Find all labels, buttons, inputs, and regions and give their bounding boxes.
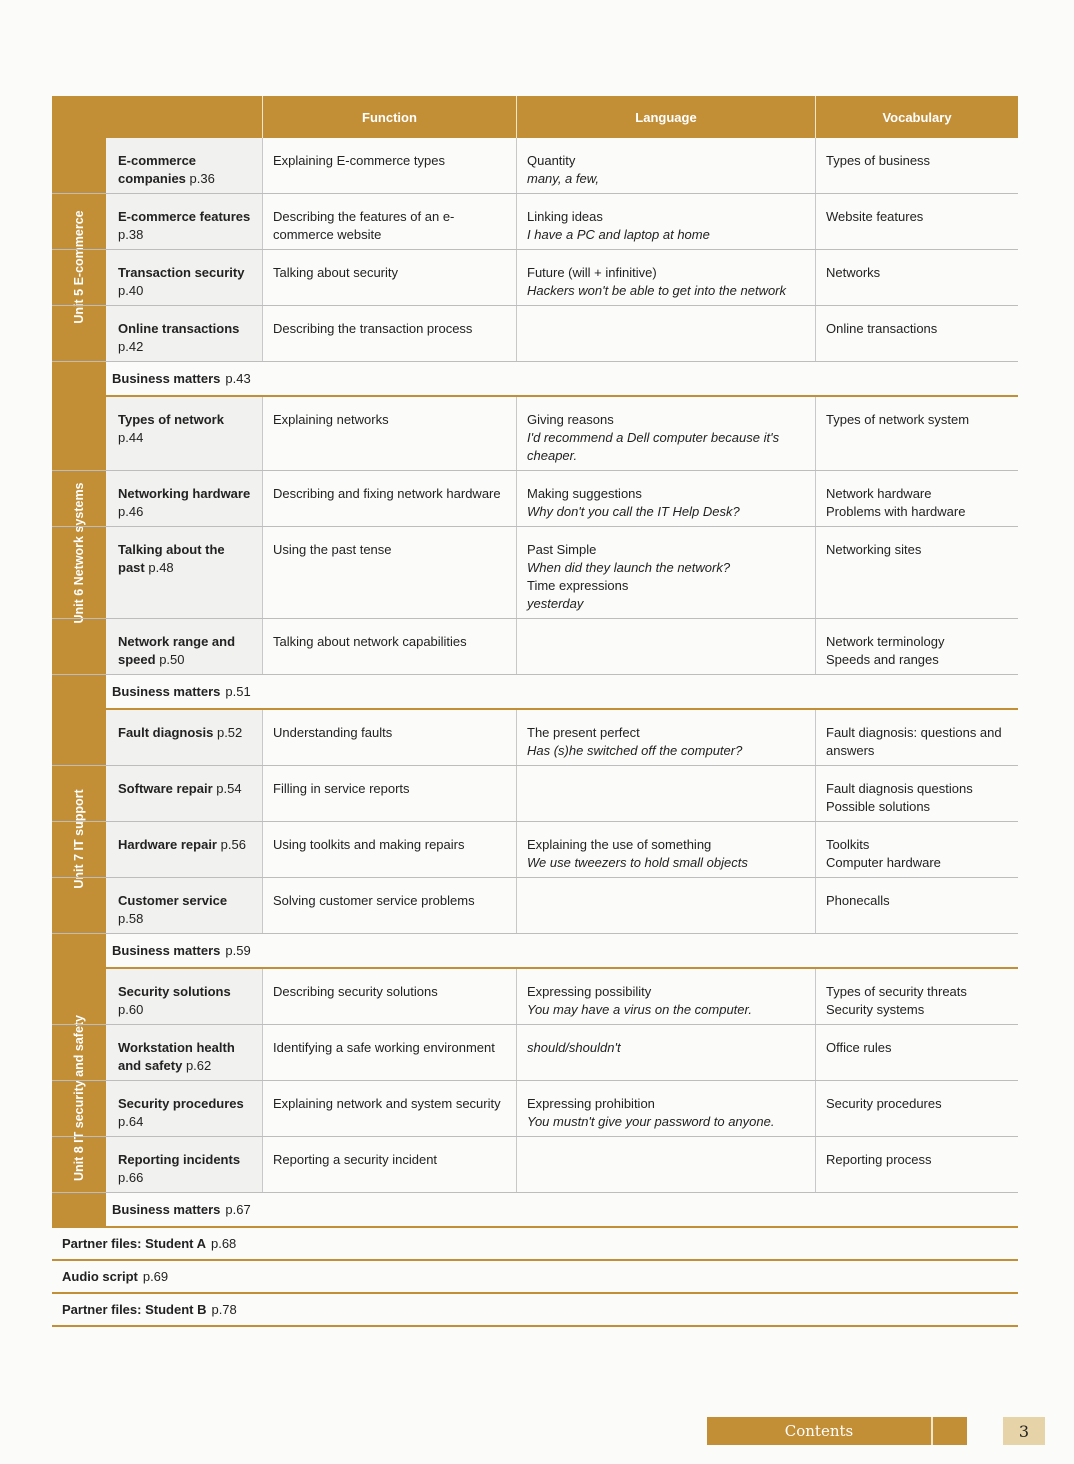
language-cell <box>516 710 815 765</box>
vocabulary-cell: Office rules <box>815 1025 1018 1080</box>
lesson-cell <box>106 397 262 470</box>
language-point: Future (will + infinitive) <box>527 265 657 280</box>
appendix-page: p.69 <box>142 1269 169 1284</box>
function-cell: Talking about network capabilities <box>262 619 516 674</box>
business-matters-page: p.51 <box>225 684 251 699</box>
lesson-cell <box>106 1137 262 1192</box>
language-cell <box>516 619 815 674</box>
language-example: We use tweezers to hold small objects <box>527 855 748 870</box>
lesson-cell <box>106 766 262 821</box>
lesson-title: Transaction security <box>118 265 245 280</box>
language-example: many, a few, <box>527 171 600 186</box>
unit-section <box>52 138 1018 395</box>
lesson-title: Security solutions <box>118 984 231 999</box>
business-matters-row <box>106 934 1018 967</box>
vocabulary-cell: Reporting process <box>815 1137 1018 1192</box>
lesson-title: Security procedures <box>118 1096 244 1111</box>
function-cell: Filling in service reports <box>262 766 516 821</box>
header-vocabulary: Vocabulary <box>815 96 1018 138</box>
lesson-title: Network range and speed <box>118 634 236 667</box>
vocabulary-cell: Website features <box>815 194 1018 249</box>
lesson-title: Fault diagnosis <box>118 725 214 740</box>
units-container <box>52 138 1018 1226</box>
lesson-page: p.56 <box>220 837 246 852</box>
language-cell <box>516 250 815 305</box>
lesson-page: p.66 <box>118 1170 144 1185</box>
business-matters-label: Business matters <box>112 1202 221 1217</box>
appendix-page: p.68 <box>210 1236 237 1251</box>
lesson-cell <box>106 194 262 249</box>
business-matters-label: Business matters <box>112 684 221 699</box>
table-row <box>52 619 1018 675</box>
lesson-cell <box>106 250 262 305</box>
language-example: Hackers won't be able to get into the network <box>527 283 787 298</box>
function-cell: Explaining networks <box>262 397 516 470</box>
vocabulary-cell: Security procedures <box>815 1081 1018 1136</box>
table-row <box>52 250 1018 306</box>
language-point: Past Simple <box>527 542 597 557</box>
lesson-page: p.54 <box>216 781 242 796</box>
lesson-cell <box>106 969 262 1024</box>
page-number: 3 <box>1003 1417 1045 1445</box>
lesson-title: Software repair <box>118 781 213 796</box>
language-point: Linking ideas <box>527 209 603 224</box>
language-point: Making suggestions <box>527 486 642 501</box>
language-cell <box>516 1025 815 1080</box>
header-corner <box>52 96 262 138</box>
appendix-label: Audio script <box>62 1269 138 1284</box>
lesson-title: Hardware repair <box>118 837 217 852</box>
vocabulary-cell: Phonecalls <box>815 878 1018 933</box>
function-cell: Talking about security <box>262 250 516 305</box>
lesson-title: E-commerce features <box>118 209 251 224</box>
table-row <box>52 822 1018 878</box>
lesson-page: p.36 <box>189 171 215 186</box>
table-row <box>52 969 1018 1025</box>
table-row <box>52 138 1018 194</box>
unit-section <box>52 967 1018 1226</box>
lesson-page: p.58 <box>118 911 144 926</box>
language-cell <box>516 194 815 249</box>
contents-table <box>52 96 1018 1327</box>
lesson-page: p.64 <box>118 1114 144 1129</box>
language-cell <box>516 822 815 877</box>
language-cell <box>516 471 815 526</box>
function-cell: Describing security solutions <box>262 969 516 1024</box>
lesson-title: Networking hardware <box>118 486 251 501</box>
language-cell <box>516 527 815 618</box>
lesson-cell <box>106 878 262 933</box>
lesson-page: p.50 <box>159 652 185 667</box>
lesson-cell <box>106 619 262 674</box>
business-matters-page: p.43 <box>225 371 251 386</box>
language-point: The present perfect <box>527 725 640 740</box>
function-cell: Describing and fixing network hardware <box>262 471 516 526</box>
lesson-title: Online transactions <box>118 321 240 336</box>
language-point: Expressing possibility <box>527 984 652 999</box>
language-cell <box>516 766 815 821</box>
business-matters-row <box>106 675 1018 708</box>
lesson-cell <box>106 822 262 877</box>
function-cell: Explaining E-commerce types <box>262 138 516 193</box>
language-cell <box>516 969 815 1024</box>
language-example: I have a PC and laptop at home <box>527 227 710 242</box>
header-function: Function <box>262 96 516 138</box>
language-example: yesterday <box>527 596 584 611</box>
lesson-title: Types of network <box>118 412 224 427</box>
vocabulary-cell: Online transactions <box>815 306 1018 361</box>
language-example: Why don't you call the IT Help Desk? <box>527 504 740 519</box>
lesson-page: p.62 <box>185 1058 212 1073</box>
unit-title: Unit 6 Network systems <box>72 481 86 624</box>
lesson-title: E-commerce companies <box>118 153 197 186</box>
lesson-cell <box>106 710 262 765</box>
vocabulary-cell: Network terminology Speeds and ranges <box>815 619 1018 674</box>
appendix-label: Partner files: Student B <box>62 1302 207 1317</box>
lesson-title: Reporting incidents <box>118 1152 241 1167</box>
table-row <box>52 306 1018 362</box>
appendix-label: Partner files: Student A <box>62 1236 206 1251</box>
lesson-page: p.38 <box>118 227 144 242</box>
lesson-cell <box>106 138 262 193</box>
appendix-row <box>52 1226 1018 1259</box>
vocabulary-cell: Networks <box>815 250 1018 305</box>
language-cell <box>516 1137 815 1192</box>
language-point: Giving reasons <box>527 412 614 427</box>
language-cell <box>516 397 815 470</box>
table-row <box>52 471 1018 527</box>
extras-container <box>52 1226 1018 1327</box>
function-cell: Using the past tense <box>262 527 516 618</box>
unit-title: Unit 7 IT support <box>72 788 86 889</box>
lesson-page: p.48 <box>148 560 174 575</box>
table-row <box>52 710 1018 766</box>
lesson-title: Talking about the past <box>118 542 225 575</box>
lesson-cell <box>106 1025 262 1080</box>
language-example: I'd recommend a Dell computer because it's cheaper. <box>527 430 780 463</box>
business-matters-label: Business matters <box>112 943 221 958</box>
unit-section <box>52 708 1018 967</box>
appendix-row <box>52 1259 1018 1292</box>
language-cell <box>516 1081 815 1136</box>
lesson-page: p.46 <box>118 504 144 519</box>
language-cell <box>516 878 815 933</box>
table-row <box>52 194 1018 250</box>
table-row <box>52 766 1018 822</box>
function-cell: Solving customer service problems <box>262 878 516 933</box>
lesson-page: p.52 <box>216 725 243 740</box>
vocabulary-cell: Toolkits Computer hardware <box>815 822 1018 877</box>
language-example: Has (s)he switched off the computer? <box>527 743 743 758</box>
lesson-cell <box>106 306 262 361</box>
table-row <box>52 1137 1018 1193</box>
lesson-title: Workstation health and safety <box>118 1040 235 1073</box>
business-matters-row <box>106 1193 1018 1226</box>
function-cell: Describing the transaction process <box>262 306 516 361</box>
lesson-page: p.60 <box>118 1002 144 1017</box>
language-cell <box>516 306 815 361</box>
table-row <box>52 397 1018 471</box>
table-row <box>52 1025 1018 1081</box>
lesson-page: p.44 <box>118 430 144 445</box>
vocabulary-cell: Fault diagnosis: questions and answers <box>815 710 1018 765</box>
vocabulary-cell: Network hardware Problems with hardware <box>815 471 1018 526</box>
table-row <box>52 1081 1018 1137</box>
appendix-row <box>52 1292 1018 1327</box>
language-example: When did they launch the network? <box>527 560 731 575</box>
language-point: Time expressions <box>527 578 629 593</box>
business-matters-label: Business matters <box>112 371 221 386</box>
vocabulary-cell: Types of business <box>815 138 1018 193</box>
table-row <box>52 527 1018 619</box>
header-language: Language <box>516 96 815 138</box>
lesson-cell <box>106 471 262 526</box>
table-header <box>52 96 1018 138</box>
vocabulary-cell: Networking sites <box>815 527 1018 618</box>
function-cell: Reporting a security incident <box>262 1137 516 1192</box>
lesson-cell <box>106 1081 262 1136</box>
language-point: Quantity <box>527 153 576 168</box>
unit-section <box>52 395 1018 708</box>
function-cell: Describing the features of an e-commerce website <box>262 194 516 249</box>
function-cell: Understanding faults <box>262 710 516 765</box>
language-cell <box>516 138 815 193</box>
language-point: Expressing prohibition <box>527 1096 655 1111</box>
appendix-page: p.78 <box>211 1302 237 1317</box>
vocabulary-cell: Fault diagnosis questions Possible solutions <box>815 766 1018 821</box>
language-example: You may have a virus on the computer. <box>527 1002 752 1017</box>
function-cell: Using toolkits and making repairs <box>262 822 516 877</box>
footer-label: Contents <box>707 1417 933 1445</box>
lesson-title: Customer service <box>118 893 228 908</box>
lesson-page: p.42 <box>118 339 144 354</box>
unit-title: Unit 8 IT security and safety <box>72 1014 86 1181</box>
vocabulary-cell: Types of security threats Security systems <box>815 969 1018 1024</box>
table-row <box>52 878 1018 934</box>
language-example: should/shouldn't <box>527 1040 621 1055</box>
language-point: Explaining the use of something <box>527 837 712 852</box>
language-example: You mustn't give your password to anyone. <box>527 1114 775 1129</box>
function-cell: Identifying a safe working environment <box>262 1025 516 1080</box>
unit-title: Unit 5 E-commerce <box>72 209 86 324</box>
function-cell: Explaining network and system security <box>262 1081 516 1136</box>
business-matters-page: p.67 <box>225 1202 251 1217</box>
business-matters-page: p.59 <box>225 943 251 958</box>
business-matters-row <box>106 362 1018 395</box>
lesson-cell <box>106 527 262 618</box>
lesson-page: p.40 <box>118 283 144 298</box>
vocabulary-cell: Types of network system <box>815 397 1018 470</box>
